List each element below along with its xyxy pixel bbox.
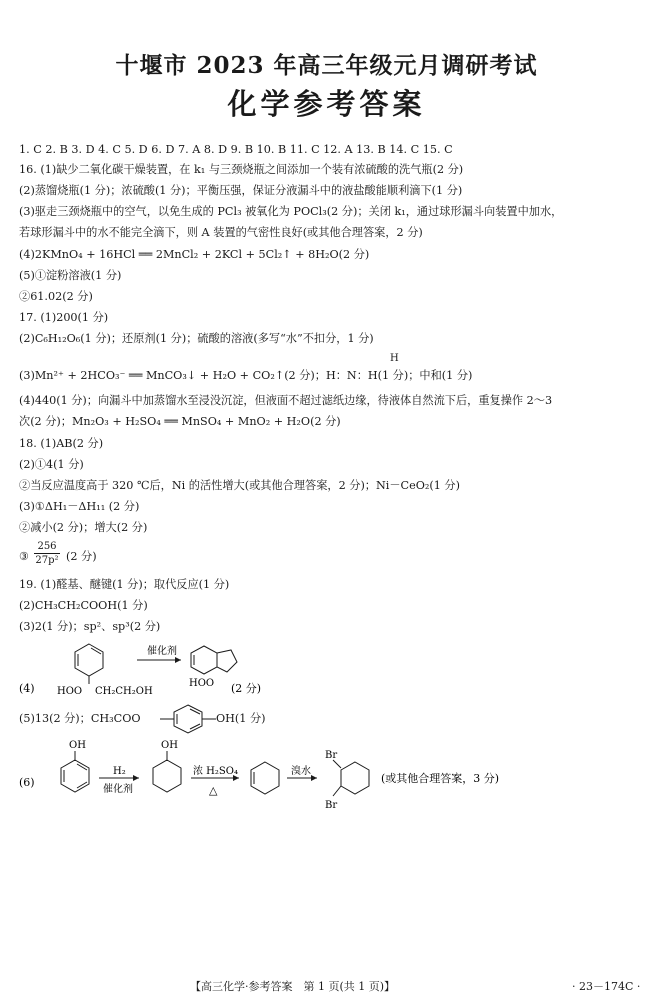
br-label-2: Br xyxy=(325,800,338,811)
q19-line-1: 19. (1)醛基、醚键(1 分)；取代反应(1 分) xyxy=(19,578,230,591)
fraction-numerator: 256 xyxy=(34,541,60,554)
q16-line-1: 16. (1)缺少二氧化碳干燥装置，在 k₁ 与三颈烧瓶之间添加一个装有浓硫酸的洗气瓶(2 分) xyxy=(19,163,464,176)
arrow-head xyxy=(175,657,181,663)
footer-page-info: 【高三化学·参考答案 第 1 页(共 1 页)】 xyxy=(190,980,396,993)
benzene-ring xyxy=(174,705,202,733)
catalyst-label-6: 催化剂 xyxy=(103,784,133,795)
reaction-4-diagram xyxy=(19,636,279,706)
q16-line-7: ②61.02(2 分) xyxy=(19,290,93,303)
delta-label: △ xyxy=(209,784,218,797)
oh-label-2: OH xyxy=(161,740,178,751)
q17-line-2: (2)C₆H₁₂O₆(1 分)；还原剂(1 分)；硫酸的溶液(多写“水”不扣分，1 分) xyxy=(19,332,374,345)
multiple-choice-answers: 1. C 2. B 3. D 4. C 5. D 6. D 7. A 8. D 9. B 10. B 11. C 12. A 13. B 14. C 15. C xyxy=(19,143,453,156)
ho-label-1: HOO xyxy=(57,686,83,697)
q18-line-6-score: (2 分) xyxy=(66,550,97,563)
reaction-6-diagram xyxy=(19,736,519,814)
h2-label: H₂ xyxy=(113,766,126,777)
side-chain-label: CH₂CH₂OH xyxy=(95,686,153,697)
dibromo-ring xyxy=(341,762,369,794)
bond-line xyxy=(333,786,341,796)
q19-line-5-prefix: (5)13(2 分)；CH₃COO xyxy=(19,712,141,725)
q19-6-label: (6) xyxy=(19,776,35,789)
bromine-water-label: 溴水 xyxy=(291,766,311,777)
q17-line-1: 17. (1)200(1 分) xyxy=(19,311,109,324)
q16-line-3: (3)驱走三颈烧瓶中的空气，以免生成的 PCl₃ 被氧化为 POCl₃(2 分)；关闭 k₁，通过球形漏斗向装置中加水， xyxy=(19,205,563,218)
double-bond xyxy=(77,764,87,770)
q19-line-3: (3)2(1 分)；sp²、sp³(2 分) xyxy=(19,620,161,633)
answer-title: 化学参考答案 xyxy=(227,87,426,121)
footer-code: · 23－174C · xyxy=(572,980,641,993)
q18-line-5: ②减小(2 分)；增大(2 分) xyxy=(19,521,148,534)
q16-line-2: (2)蒸馏烧瓶(1 分)；浓硫酸(1 分)；平衡压强，保证分液漏斗中的液盐酸能顺利滴下(1 分) xyxy=(19,184,463,197)
cyclohexene-ring xyxy=(251,762,279,794)
product-ring xyxy=(191,646,217,674)
q19-6-score: (或其他合理答案，3 分) xyxy=(381,772,500,785)
arrow-head xyxy=(311,775,317,781)
q19-4-label: (4) xyxy=(19,682,35,695)
thf-ring xyxy=(217,650,237,672)
q18-line-1: 18. (1)AB(2 分) xyxy=(19,437,104,450)
q19-line-5-suffix: OH(1 分) xyxy=(216,712,266,725)
q16-line-4: 若球形漏斗中的水不能完全滴下，则 A 装置的气密性良好(或其他合理答案，2 分) xyxy=(19,226,423,239)
q18-line-2: (2)①4(1 分) xyxy=(19,458,84,471)
fraction-denominator: 27p² xyxy=(35,555,59,566)
bond-line xyxy=(333,760,341,768)
cyclohexanol-ring xyxy=(153,760,181,792)
double-bond xyxy=(77,782,87,788)
cyclohexadiene-ring xyxy=(75,644,103,676)
arrow-head xyxy=(133,775,139,781)
catalyst-label: 催化剂 xyxy=(147,646,177,657)
q18-line-3: ②当反应温度高于 320 ℃后，Ni 的活性增大(或其他合理答案，2 分)；Ni－CeO₂(1 分) xyxy=(19,479,460,492)
q16-line-5: (4)2KMnO₄ + 16HCl ══ 2MnCl₂ + 2KCl + 5Cl₂↑ + 8H₂O(2 分) xyxy=(19,248,370,261)
q16-line-6: (5)①淀粉溶液(1 分) xyxy=(19,269,122,282)
exam-title: 十堰市 2023 年高三年级元月调研考试 xyxy=(115,52,538,79)
oh-label-1: OH xyxy=(69,740,86,751)
q17-line-5: 次(2 分)；Mn₂O₃ + H₂SO₄ ══ MnSO₄ + MnO₂ + H₂O(2 分) xyxy=(19,415,341,428)
q17-lewis-top-h: H xyxy=(390,353,399,364)
br-label-1: Br xyxy=(325,750,338,761)
q18-line-4: (3)①ΔH₁－ΔH₁₁ (2 分) xyxy=(19,500,140,513)
q17-line-4: (4)440(1 分)；向漏斗中加蒸馏水至浸没沉淀，但液面不超过滤纸边缘，待液体自然流下后，重复操作 2～3 xyxy=(19,394,553,407)
double-bond xyxy=(91,648,101,654)
h2so4-label: 浓 H₂SO₄ xyxy=(193,766,238,777)
phenol-ring xyxy=(61,760,89,792)
q18-line-6-prefix: ③ xyxy=(19,550,30,563)
ho-label-2: HOO xyxy=(189,678,215,689)
q19-line-2: (2)CH₃CH₂COOH(1 分) xyxy=(19,599,148,612)
q17-line-3: (3)Mn²⁺ + 2HCO₃⁻ ══ MnCO₃↓ + H₂O + CO₂↑(2 分)；H：N：H(1 分)；中和(1 分) xyxy=(19,369,473,382)
q19-4-score: (2 分) xyxy=(231,682,262,695)
